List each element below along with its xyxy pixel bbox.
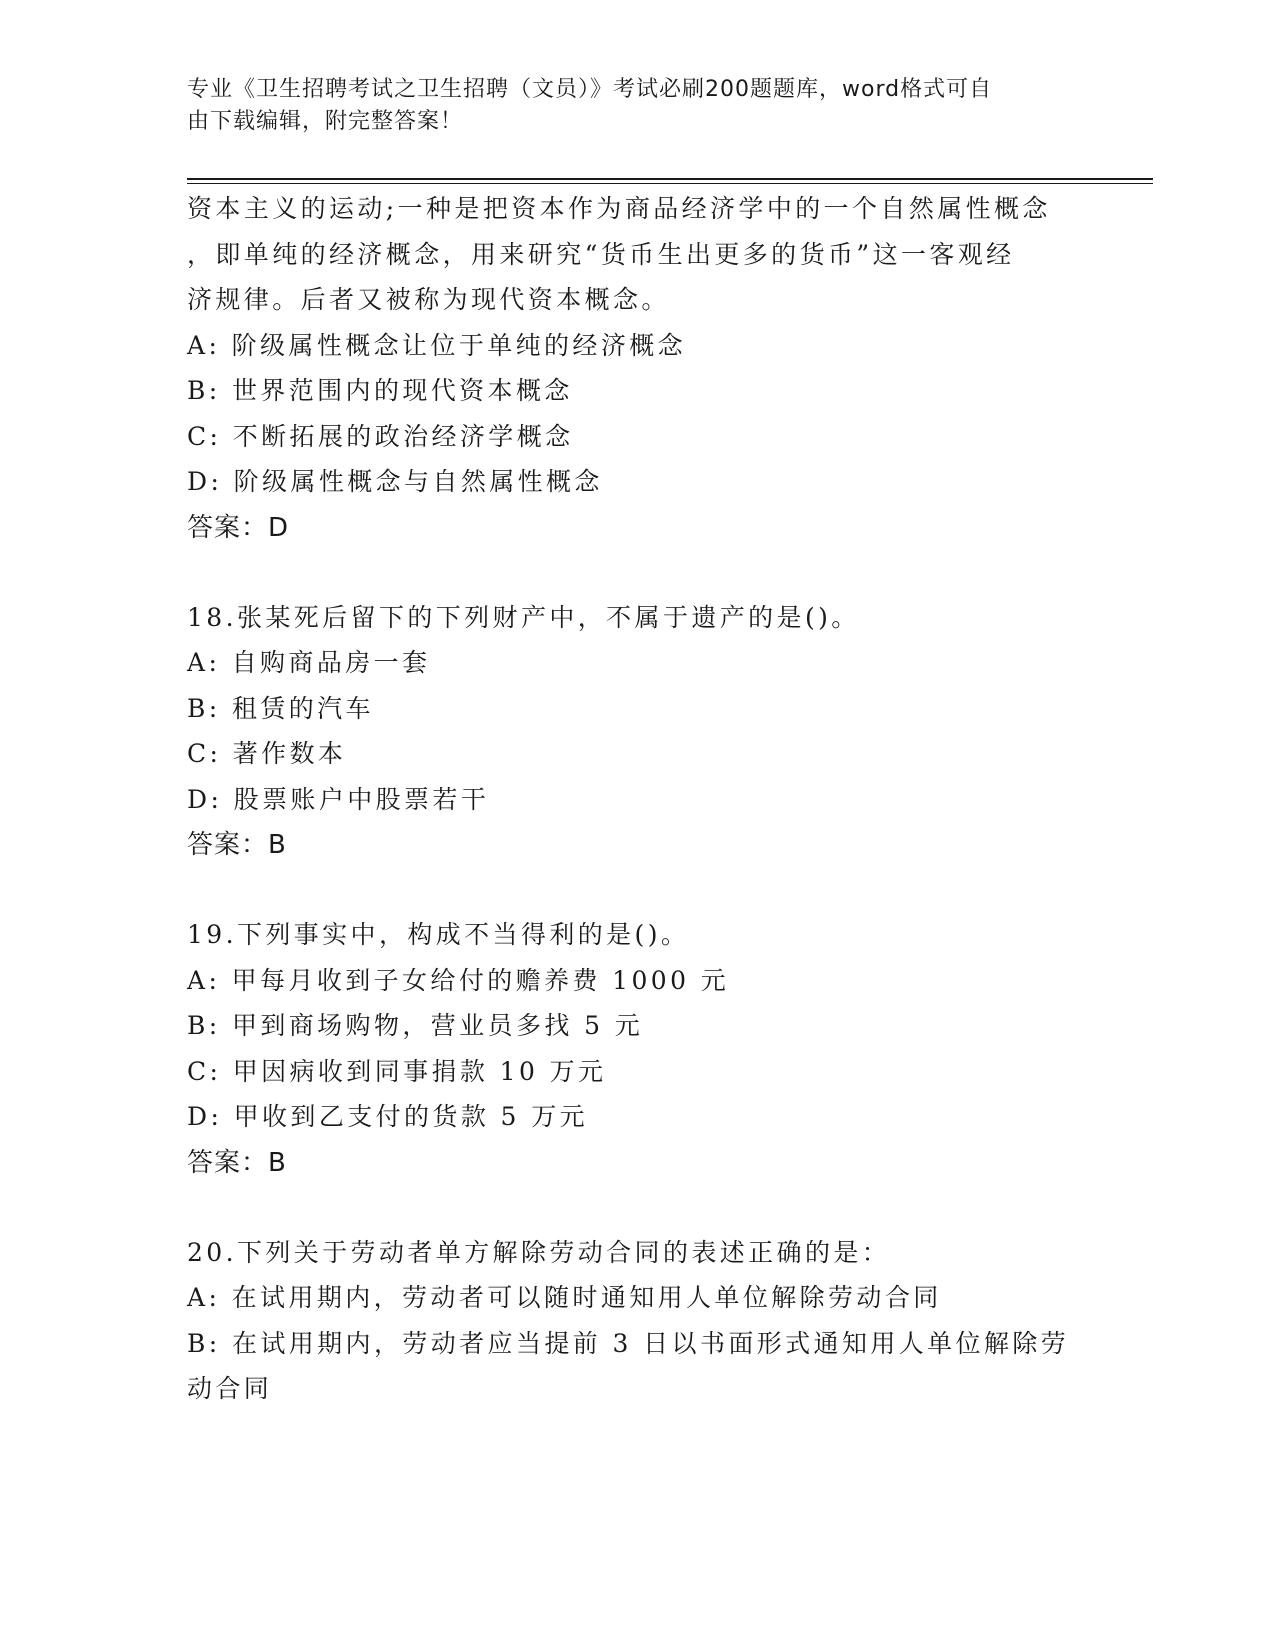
option-d: D: 甲收到乙支付的货款 5 万元 xyxy=(187,1102,589,1131)
option-b: B: 租赁的汽车 xyxy=(187,693,374,723)
option-c: C: 著作数本 xyxy=(187,739,347,768)
question-text: 19.下列事实中，构成不当得利的是()。 xyxy=(187,920,690,949)
question-text-line: 济规律。后者又被称为现代资本概念。 xyxy=(187,285,670,314)
option-c: C: 不断拓展的政治经济学概念 xyxy=(187,421,574,451)
question-20 xyxy=(187,1230,1087,1412)
question-text: 18.张某死后留下的下列财产中，不属于遗产的是()。 xyxy=(187,602,860,632)
option-b-continued: 动合同 xyxy=(187,1374,273,1403)
question-text: 20.下列关于劳动者单方解除劳动合同的表述正确的是： xyxy=(187,1237,891,1267)
option-b: B: 世界范围内的现代资本概念 xyxy=(187,376,573,405)
question-19 xyxy=(187,912,1087,1186)
question-18 xyxy=(187,595,1087,869)
header-divider-thin xyxy=(187,183,1153,184)
question-text-line: 资本主义的运动;一种是把资本作为商品经济学中的一个自然属性概念 xyxy=(187,194,1051,223)
document-body xyxy=(187,186,1087,1412)
option-b: B: 甲到商场购物，营业员多找 5 元 xyxy=(187,1011,644,1040)
question-17-continued xyxy=(187,186,1087,551)
answer-label: 答案：B xyxy=(187,830,287,860)
option-a: A: 自购商品房一套 xyxy=(187,648,431,677)
spacer xyxy=(187,551,1087,595)
answer-label: 答案：D xyxy=(187,512,290,543)
answer-label: 答案：B xyxy=(187,1147,287,1178)
option-d: D: 股票账户中股票若干 xyxy=(187,784,490,814)
option-a: A: 甲每月收到子女给付的赡养费 1000 元 xyxy=(187,965,730,995)
header-line-2: 由下载编辑，附完整答案！ xyxy=(187,109,464,134)
question-text-line: ，即单纯的经济概念，用来研究“货币生出更多的货币”这一客观经 xyxy=(187,239,1015,269)
header-divider xyxy=(187,178,1153,180)
option-a: A: 在试用期内，劳动者可以随时通知用人单位解除劳动合同 xyxy=(187,1283,942,1312)
option-a: A: 阶级属性概念让位于单纯的经济概念 xyxy=(187,330,687,360)
option-d: D: 阶级属性概念与自然属性概念 xyxy=(187,467,603,496)
header-line-1: 专业《卫生招聘考试之卫生招聘（文员）》考试必刷200题题库，word格式可自 xyxy=(187,77,993,102)
option-b: B: 在试用期内，劳动者应当提前 3 日以书面形式通知用人单位解除劳 xyxy=(187,1328,1070,1358)
page-header xyxy=(187,74,1087,138)
option-c: C: 甲因病收到同事捐款 10 万元 xyxy=(187,1056,607,1086)
spacer xyxy=(187,1186,1087,1230)
spacer xyxy=(187,868,1087,912)
